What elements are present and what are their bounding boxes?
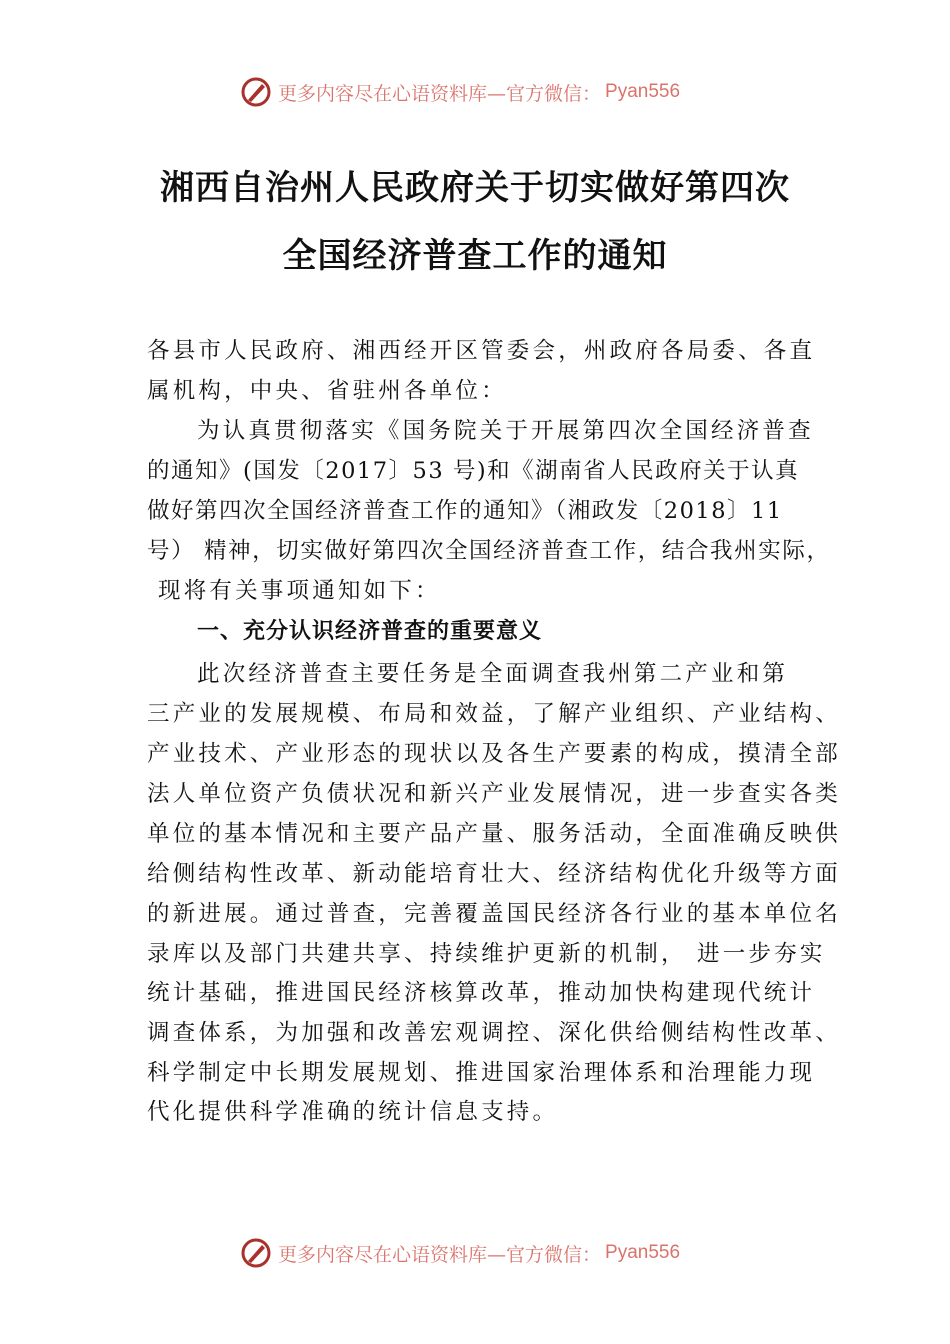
body-line: 法人单位资产负债状况和新兴产业发展情况，进一步查实各类 <box>147 781 841 807</box>
body-line: 属机构，中央、省驻州各单位： <box>147 378 507 404</box>
title-line-1: 湘西自治州人民政府关于切实做好第四次 <box>160 168 790 208</box>
pen-logo-icon <box>240 1237 272 1269</box>
body-line: 的新进展。通过普查，完善覆盖国民经济各行业的基本单位名 <box>147 901 841 927</box>
body-line: 录库以及部门共建共享、持续维护更新的机制， 进一步夯实 <box>147 941 826 967</box>
body-line: 给侧结构性改革、新动能培育壮大、经济结构优化升级等方面 <box>147 861 841 887</box>
body-line: 各县市人民政府、湘西经开区管委会，州政府各局委、各直 <box>147 338 816 364</box>
body-line: 现将有关事项通知如下： <box>158 578 441 604</box>
watermark-id: Pyan556 <box>605 1242 681 1263</box>
body-line: 代化提供科学准确的统计信息支持。 <box>147 1099 559 1125</box>
footer-watermark <box>240 1235 760 1271</box>
body-line: 为认真贯彻落实《国务院关于开展第四次全国经济普查 <box>197 418 814 444</box>
body-line: 做好第四次全国经济普查工作的通知》（湘政发〔2018〕11 <box>147 498 783 524</box>
body-line: 单位的基本情况和主要产品产量、服务活动，全面准确反映供 <box>147 821 841 847</box>
section-heading: 一、充分认识经济普查的重要意义 <box>197 619 543 644</box>
body-line: 的通知》(国发〔2017〕53 号)和《湖南省人民政府关于认真 <box>147 458 800 484</box>
body-line: 调查体系，为加强和改善宏观调控、深化供给侧结构性改革、 <box>147 1020 841 1046</box>
body-line: 三产业的发展规模、布局和效益，了解产业组织、产业结构、 <box>147 701 841 727</box>
body-line: 科学制定中长期发展规划、推进国家治理体系和治理能力现 <box>147 1060 816 1086</box>
watermark-id: Pyan556 <box>605 81 681 102</box>
pen-logo-icon <box>240 76 272 108</box>
body-line: 号） 精神，切实做好第四次全国经济普查工作，结合我州实际， <box>147 538 831 564</box>
watermark-text: 更多内容尽在心语资料库—官方微信： <box>278 1243 602 1266</box>
body-line: 此次经济普查主要任务是全面调查我州第二产业和第 <box>197 661 789 687</box>
watermark-text: 更多内容尽在心语资料库—官方微信： <box>278 82 602 105</box>
body-line: 产业技术、产业形态的现状以及各生产要素的构成，摸清全部 <box>147 741 841 767</box>
body-line: 统计基础，推进国民经济核算改革，推动加快构建现代统计 <box>147 980 816 1006</box>
header-watermark <box>240 74 760 110</box>
title-line-2: 全国经济普查工作的通知 <box>282 236 668 276</box>
